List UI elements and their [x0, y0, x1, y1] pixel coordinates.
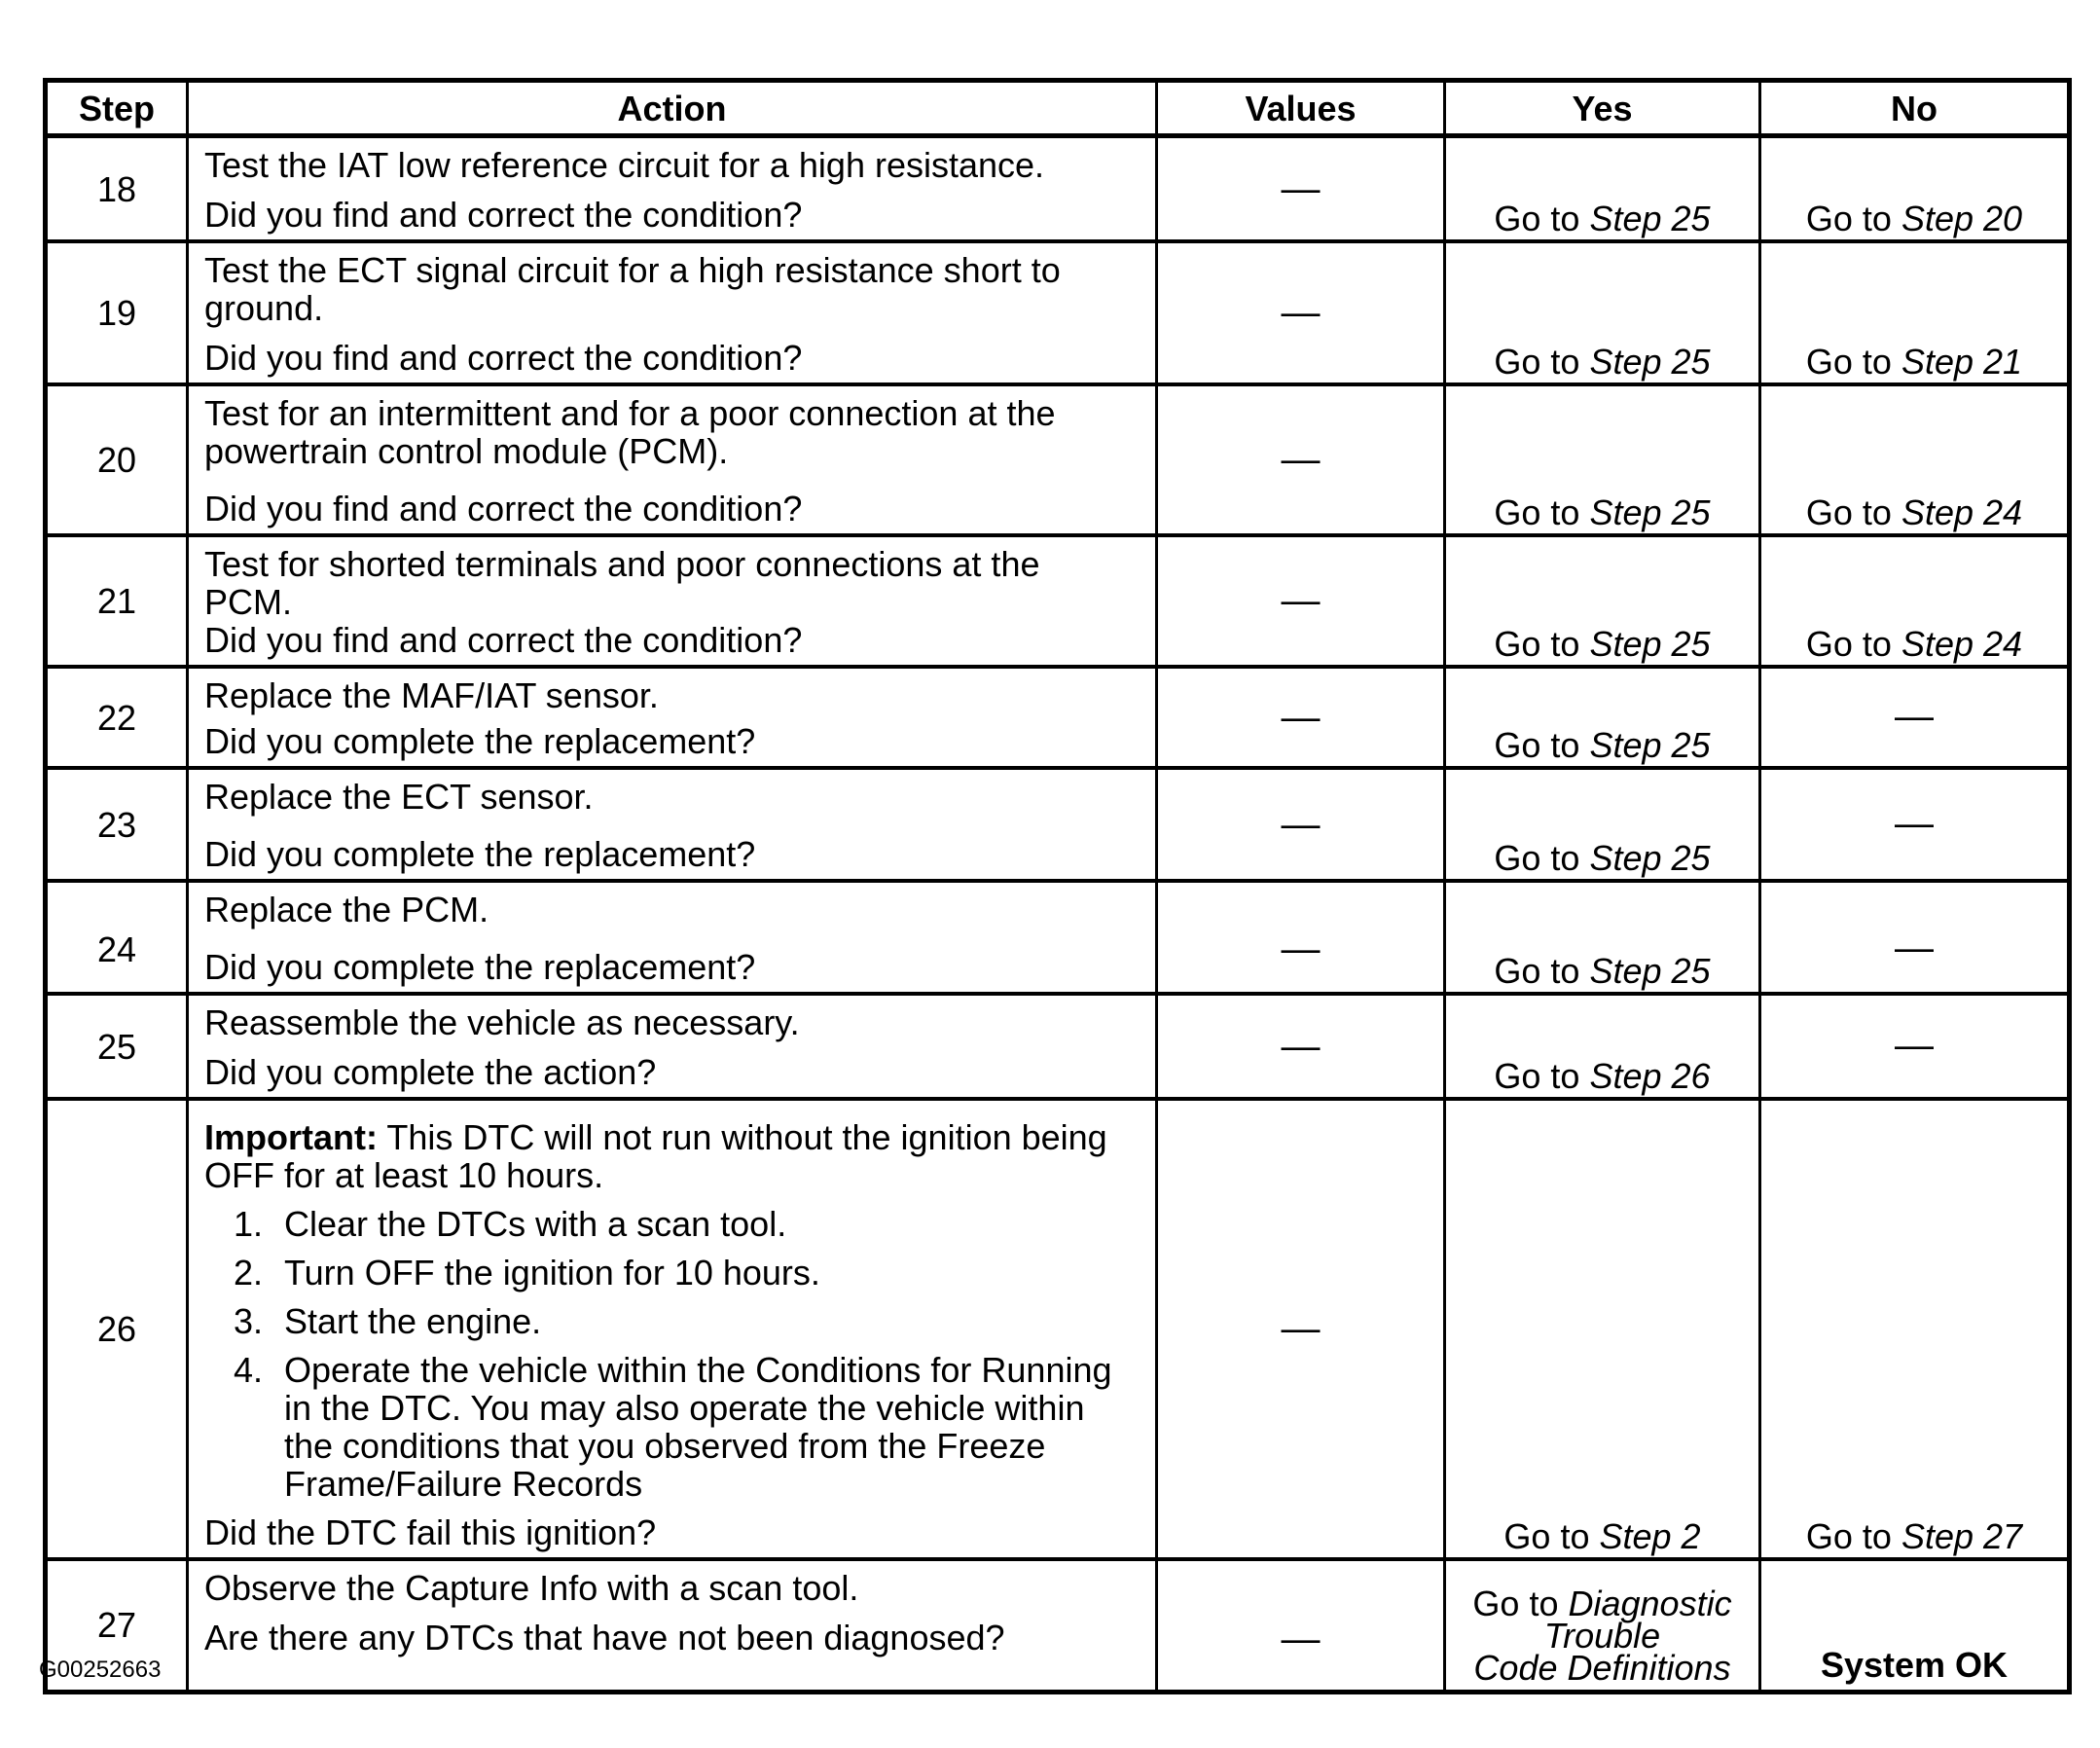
step-number: 21 — [46, 535, 188, 667]
action-line: Observe the Capture Info with a scan tool. — [204, 1568, 859, 1608]
yes-target: Diagnostic — [1568, 1583, 1732, 1623]
action-cell — [188, 241, 1157, 384]
header-action: Action — [188, 81, 1157, 136]
action-question: Did you complete the action? — [204, 1052, 657, 1092]
action-line: Replace the ECT sensor. — [204, 777, 594, 817]
action-line: Test for an intermittent and for a poor connection at the — [204, 393, 1056, 433]
action-question: Did you complete the replacement? — [204, 947, 756, 987]
list-text: Operate the vehicle within the Conditions for Running in the DTC. You may also operate the vehicle within the conditions that you observed from the Freeze Frame/Failure Records — [284, 1350, 1112, 1504]
important-label: Important: — [204, 1117, 378, 1157]
yes-target: Trouble — [1543, 1615, 1661, 1656]
yes-target: Step 2 — [1599, 1516, 1701, 1556]
table-row — [46, 667, 2070, 768]
yes-lead: Go to — [1494, 342, 1590, 382]
action-line: Test the ECT signal circuit for a high resistance short to — [204, 250, 1061, 290]
important-note — [204, 1118, 1141, 1194]
yes-cell — [1445, 768, 1760, 881]
figure-id: G00252663 — [39, 1657, 162, 1683]
values-cell: — — [1157, 136, 1445, 242]
table-row — [46, 241, 2070, 384]
action-cell — [188, 1099, 1157, 1559]
action-question: Did you find and correct the condition? — [204, 338, 803, 378]
important-text: This DTC will not run without the ignition being OFF for at least 10 hours. — [204, 1117, 1107, 1195]
action-question: Did you complete the replacement? — [204, 721, 756, 761]
header-no: No — [1760, 81, 2070, 136]
no-cell — [1760, 535, 2070, 667]
list-item — [234, 1351, 1141, 1503]
no-target: Step 21 — [1901, 342, 2023, 382]
step-number: 22 — [46, 667, 188, 768]
no-cell: — — [1760, 768, 2070, 881]
yes-cell — [1445, 384, 1760, 535]
values-cell: — — [1157, 1559, 1445, 1692]
yes-multiline — [1446, 1583, 1758, 1688]
list-text: Turn OFF the ignition for 10 hours. — [284, 1253, 820, 1293]
yes-cell — [1445, 1099, 1760, 1559]
yes-lead: Go to — [1494, 492, 1590, 532]
yes-target: Step 25 — [1589, 492, 1711, 532]
yes-target: Step 25 — [1589, 725, 1711, 765]
yes-lead: Go to — [1503, 1516, 1600, 1556]
table-row — [46, 768, 2070, 881]
action-line: powertrain control module (PCM). — [204, 431, 729, 471]
step-number: 25 — [46, 994, 188, 1099]
values-cell: — — [1157, 994, 1445, 1099]
no-lead: Go to — [1805, 342, 1901, 382]
table-row — [46, 1099, 2070, 1559]
header-yes: Yes — [1445, 81, 1760, 136]
no-cell — [1760, 1559, 2070, 1692]
action-cell — [188, 667, 1157, 768]
no-cell: — — [1760, 881, 2070, 994]
yes-target: Step 25 — [1589, 199, 1711, 238]
no-target: Step 20 — [1901, 199, 2023, 238]
no-target: Step 24 — [1901, 624, 2023, 664]
action-cell — [188, 881, 1157, 994]
no-status: System OK — [1820, 1644, 2009, 1685]
yes-lead: Go to — [1494, 951, 1590, 991]
list-number: 4. — [234, 1350, 264, 1390]
no-cell: — — [1760, 994, 2070, 1099]
action-cell — [188, 768, 1157, 881]
yes-cell — [1445, 136, 1760, 242]
step-number: 23 — [46, 768, 188, 881]
table-row — [46, 535, 2070, 667]
action-line: Reassemble the vehicle as necessary. — [204, 1002, 800, 1042]
yes-cell — [1445, 241, 1760, 384]
yes-lead: Go to — [1494, 624, 1590, 664]
list-item — [234, 1302, 1141, 1340]
action-cell — [188, 384, 1157, 535]
yes-lead: Go to — [1494, 1056, 1590, 1096]
no-cell: — — [1760, 667, 2070, 768]
action-question: Did you find and correct the condition? — [204, 489, 803, 528]
no-target: Step 27 — [1901, 1516, 2023, 1556]
step-number: 18 — [46, 136, 188, 242]
yes-target: Step 25 — [1589, 951, 1711, 991]
yes-target: Step 25 — [1589, 838, 1711, 878]
yes-target: Step 25 — [1589, 624, 1711, 664]
no-lead: Go to — [1805, 199, 1901, 238]
table-row — [46, 1559, 2070, 1692]
step-number: 27 — [46, 1559, 188, 1692]
yes-target: Step 25 — [1589, 342, 1711, 382]
action-line: Test for shorted terminals and poor connections at the — [204, 544, 1040, 584]
values-cell: — — [1157, 881, 1445, 994]
action-cell — [188, 1559, 1157, 1692]
header-values: Values — [1157, 81, 1445, 136]
header-row — [46, 81, 2070, 136]
list-text: Clear the DTCs with a scan tool. — [284, 1204, 787, 1244]
action-question: Did you find and correct the condition? — [204, 620, 803, 660]
no-cell — [1760, 384, 2070, 535]
action-line: PCM. — [204, 582, 292, 622]
action-cell — [188, 535, 1157, 667]
no-cell — [1760, 241, 2070, 384]
no-lead: Go to — [1805, 492, 1901, 532]
yes-lead: Go to — [1494, 838, 1590, 878]
table-row — [46, 881, 2070, 994]
values-cell: — — [1157, 241, 1445, 384]
list-text: Start the engine. — [284, 1301, 542, 1341]
values-cell: — — [1157, 768, 1445, 881]
no-target: Step 24 — [1901, 492, 2023, 532]
action-question: Are there any DTCs that have not been diagnosed? — [204, 1618, 1005, 1657]
yes-lead: Go to — [1494, 725, 1590, 765]
yes-target: Code Definitions — [1473, 1647, 1731, 1688]
no-lead: Go to — [1805, 624, 1901, 664]
yes-lead: Go to — [1494, 199, 1590, 238]
list-item — [234, 1254, 1141, 1292]
yes-target: Step 26 — [1589, 1056, 1711, 1096]
values-cell: — — [1157, 535, 1445, 667]
list-number: 1. — [234, 1204, 264, 1244]
action-question: Did you find and correct the condition? — [204, 195, 803, 235]
values-cell: — — [1157, 667, 1445, 768]
diagnostic-table — [43, 78, 2072, 1694]
action-line: ground. — [204, 288, 324, 328]
list-item — [234, 1205, 1141, 1243]
step-number: 26 — [46, 1099, 188, 1559]
yes-cell — [1445, 1559, 1760, 1692]
action-question: Did the DTC fail this ignition? — [204, 1512, 657, 1552]
action-cell — [188, 136, 1157, 242]
yes-cell — [1445, 535, 1760, 667]
yes-line — [1446, 1583, 1758, 1623]
no-cell — [1760, 136, 2070, 242]
action-line: Replace the MAF/IAT sensor. — [204, 675, 659, 715]
no-lead: Go to — [1805, 1516, 1901, 1556]
table-row — [46, 994, 2070, 1099]
table-row — [46, 384, 2070, 535]
step-number: 24 — [46, 881, 188, 994]
yes-cell — [1445, 994, 1760, 1099]
yes-cell — [1445, 667, 1760, 768]
values-cell: — — [1157, 384, 1445, 535]
list-number: 2. — [234, 1253, 264, 1293]
values-cell: — — [1157, 1099, 1445, 1559]
no-cell — [1760, 1099, 2070, 1559]
yes-cell — [1445, 881, 1760, 994]
action-line: Test the IAT low reference circuit for a high resistance. — [204, 145, 1045, 185]
yes-lead: Go to — [1472, 1583, 1569, 1623]
table-row — [46, 136, 2070, 242]
action-cell — [188, 994, 1157, 1099]
list-number: 3. — [234, 1301, 264, 1341]
action-question: Did you complete the replacement? — [204, 834, 756, 874]
step-number: 20 — [46, 384, 188, 535]
header-step: Step — [46, 81, 188, 136]
step-number: 19 — [46, 241, 188, 384]
action-line: Replace the PCM. — [204, 890, 489, 929]
